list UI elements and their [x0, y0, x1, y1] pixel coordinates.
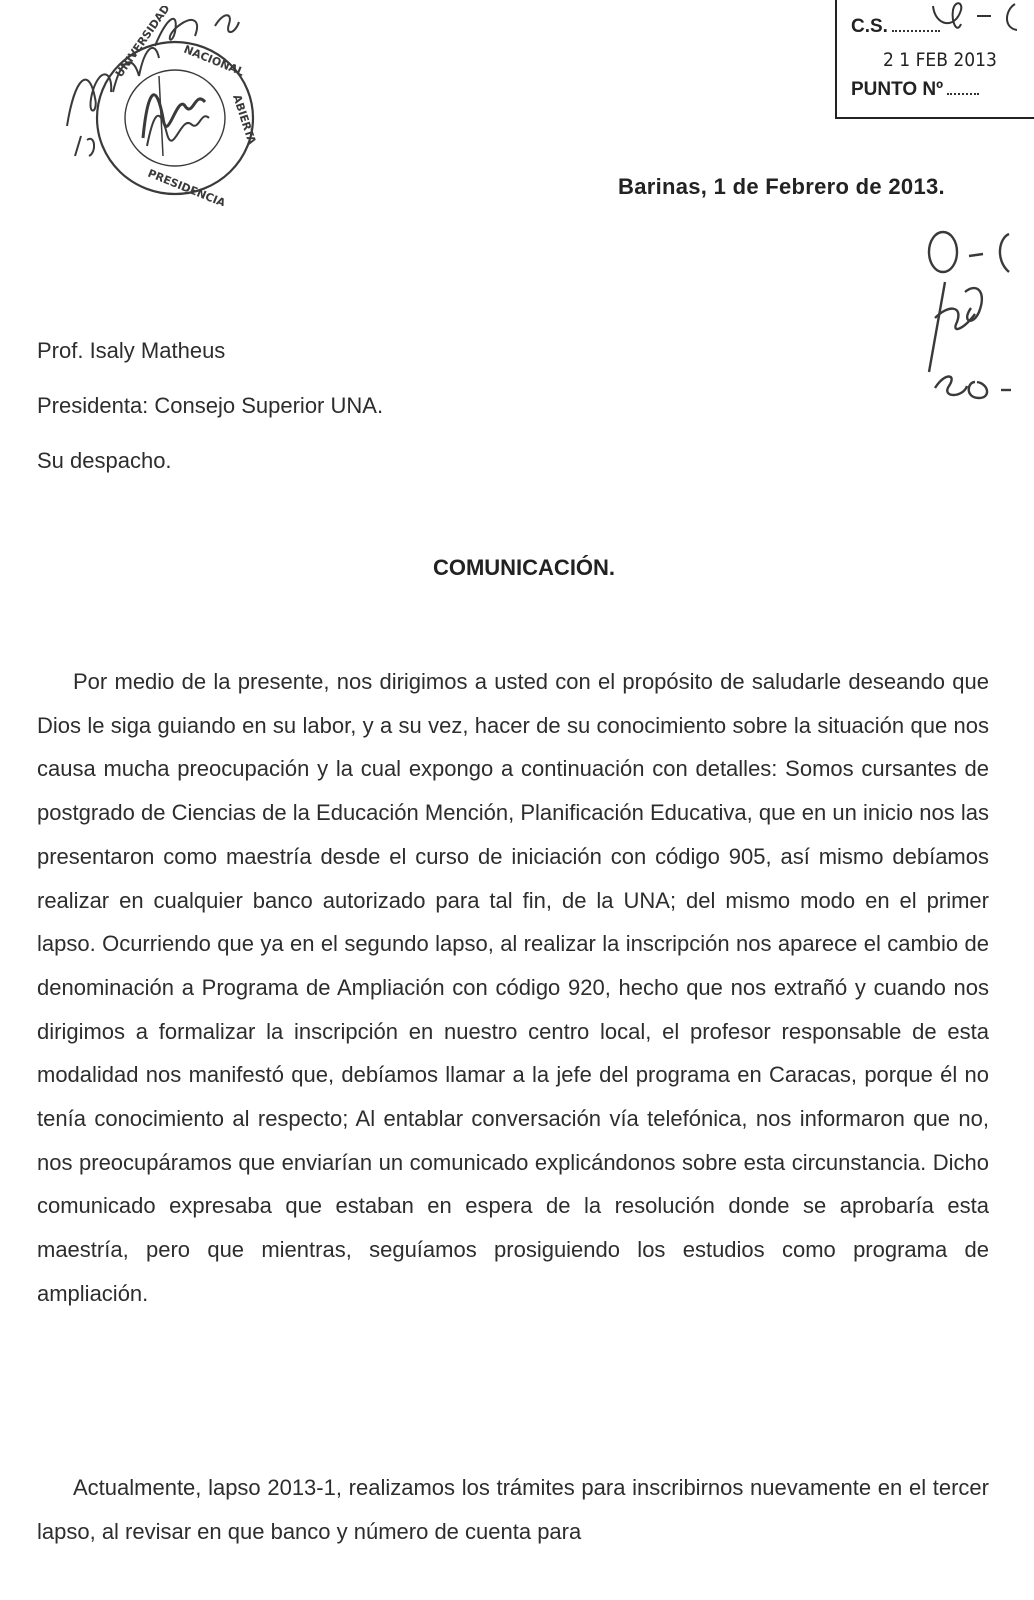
seal-emblem-icon: [55, 6, 270, 206]
body-paragraph-1-block: [37, 660, 989, 1316]
handwritten-margin-annotation-icon: [905, 222, 1034, 412]
stamp-punto-row: [851, 79, 979, 101]
addressee-position: Presidenta: Consejo Superior UNA.: [37, 393, 384, 418]
place-date: Barinas, 1 de Febrero de 2013.: [618, 174, 945, 199]
stamp-cs-label: C.S.: [851, 16, 888, 37]
body-paragraph-2-block: [37, 1466, 989, 1553]
svg-text:PRESIDENCIA: PRESIDENCIA: [145, 166, 228, 206]
body-paragraph: Actualmente, lapso 2013-1, realizamos los trámites para inscribirnos nuevamente en el tercer lapso, al revisar en que banco y número de cuenta para: [37, 1475, 989, 1544]
svg-text:ABIERTA: ABIERTA: [230, 92, 259, 147]
addressee-closing: Su despacho.: [37, 448, 172, 473]
addressee-name: Prof. Isaly Matheus: [37, 338, 226, 363]
svg-text:NACIONAL: NACIONAL: [181, 42, 247, 79]
svg-text:UNIVERSIDAD: UNIVERSIDAD: [112, 6, 173, 80]
body-paragraph: Por medio de la presente, nos dirigimos a usted con el propósito de saludarle deseando que Dios le siga guiando en su labor, y a su vez, hacer de su conocimiento sobre la situación que nos causa mucha preocupación y la cual expongo a continuación con detalles: Somos cursantes de postgrado de Ciencias de la Educación Mención, Planificación Educativa, que en un inicio nos las presentaron como maestría desde el curso de iniciación con código 905, así mismo debíamos realizar en cualquier banco autorizado para tal fin, de la UNA; del mismo modo en el primer lapso. Ocurriendo que ya en el segundo lapso, al realizar la inscripción nos aparece el cambio de denominación a Programa de Ampliación con código 920, hecho que nos extrañó y cuando nos dirigimos a formalizar la inscripción en nuestro centro local, el profesor responsable de esta modalidad nos manifestó que, debíamos llamar a la jefe del programa en Caracas, porque él no tenía conocimiento al respecto; Al entablar conversación vía telefónica, nos informaron que no, nos preocupáramos que enviarían un comunicado explicándonos sobre esta circunstancia. Dicho comunicado expresaba que estaban en espera de la resolución donde se aprobaría esta maestría, pero que mientras, seguíamos prosiguiendo los estudios como programa de ampliación.: [37, 669, 989, 1306]
university-seal: [55, 6, 270, 206]
stamp-punto-label: PUNTO Nº: [851, 79, 944, 100]
stamp-date: 2 1 FEB 2013: [883, 49, 997, 71]
document-heading: COMUNICACIÓN.: [432, 555, 616, 580]
handwritten-stamp-number-icon: [925, 0, 1034, 36]
